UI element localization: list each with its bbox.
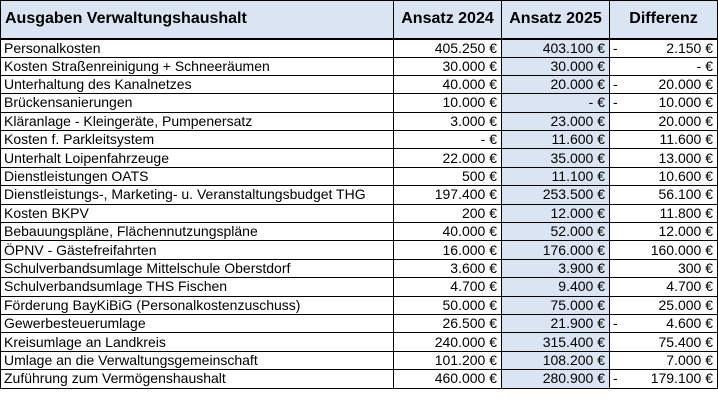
cell-ansatz-2024: 50.000 € xyxy=(394,296,502,314)
row-label: Personalkosten xyxy=(1,39,394,58)
cell-differenz xyxy=(610,314,718,332)
header-ansatz-2025: Ansatz 2025 xyxy=(502,1,610,39)
cell-differenz xyxy=(610,112,718,130)
differenz-sign: - xyxy=(613,370,618,387)
table-row xyxy=(1,186,718,204)
row-label: Dienstleistungs-, Marketing- u. Veranstaltungsbudget THG xyxy=(1,186,394,204)
table-row xyxy=(1,278,718,296)
cell-ansatz-2024: 3.000 € xyxy=(394,112,502,130)
cell-differenz xyxy=(610,94,718,112)
row-label: Kosten BKPV xyxy=(1,204,394,222)
differenz-content xyxy=(613,297,713,314)
cell-ansatz-2024: 405.250 € xyxy=(394,39,502,58)
differenz-content xyxy=(613,334,713,351)
table-row xyxy=(1,112,718,130)
cell-differenz xyxy=(610,167,718,185)
row-label: ÖPNV - Gästefreifahrten xyxy=(1,241,394,259)
cell-ansatz-2024: 200 € xyxy=(394,204,502,222)
differenz-content xyxy=(613,58,713,75)
table-row xyxy=(1,39,718,58)
cell-ansatz-2025: 21.900 € xyxy=(502,314,610,332)
cell-ansatz-2025: 108.200 € xyxy=(502,351,610,369)
differenz-value: 4.600 € xyxy=(666,315,713,332)
table-row xyxy=(1,223,718,241)
cell-differenz xyxy=(610,259,718,277)
row-label: Kosten f. Parkleitsystem xyxy=(1,131,394,149)
row-label: Schulverbandsumlage Mittelschule Oberstdorf xyxy=(1,259,394,277)
cell-ansatz-2025: 176.000 € xyxy=(502,241,610,259)
cell-ansatz-2025: 11.600 € xyxy=(502,131,610,149)
cell-ansatz-2025: 280.900 € xyxy=(502,370,610,388)
differenz-content xyxy=(613,113,713,130)
cell-ansatz-2025: 12.000 € xyxy=(502,204,610,222)
cell-ansatz-2025: 20.000 € xyxy=(502,75,610,93)
differenz-content xyxy=(613,131,713,148)
cell-ansatz-2024: 240.000 € xyxy=(394,333,502,351)
header-label-column: Ausgaben Verwaltungshaushalt xyxy=(1,1,394,39)
differenz-content xyxy=(613,150,713,167)
table-row xyxy=(1,259,718,277)
cell-ansatz-2025: 23.000 € xyxy=(502,112,610,130)
row-label: Brückensanierungen xyxy=(1,94,394,112)
differenz-content xyxy=(613,242,713,259)
cell-differenz xyxy=(610,278,718,296)
cell-ansatz-2025: 11.100 € xyxy=(502,167,610,185)
differenz-content xyxy=(613,205,713,222)
differenz-value: - € xyxy=(696,57,713,74)
table-row xyxy=(1,351,718,369)
row-label: Zuführung zum Vermögenshaushalt xyxy=(1,370,394,388)
table-row xyxy=(1,149,718,167)
differenz-value: 179.100 € xyxy=(650,370,713,387)
cell-differenz xyxy=(610,204,718,222)
cell-ansatz-2025: 75.000 € xyxy=(502,296,610,314)
table-row xyxy=(1,296,718,314)
table-row xyxy=(1,57,718,75)
cell-ansatz-2025: 52.000 € xyxy=(502,223,610,241)
table-header xyxy=(1,1,718,39)
table-row xyxy=(1,241,718,259)
differenz-value: 13.000 € xyxy=(658,149,713,166)
differenz-value: 20.000 € xyxy=(658,112,713,129)
cell-ansatz-2024: 30.000 € xyxy=(394,57,502,75)
cell-differenz xyxy=(610,223,718,241)
differenz-content xyxy=(613,315,713,332)
row-label: Unterhaltung des Kanalnetzes xyxy=(1,75,394,93)
cell-ansatz-2024: 101.200 € xyxy=(394,351,502,369)
cell-differenz xyxy=(610,75,718,93)
differenz-value: 160.000 € xyxy=(650,241,713,258)
row-label: Schulverbandsumlage THS Fischen xyxy=(1,278,394,296)
differenz-value: 2.150 € xyxy=(666,39,713,56)
table-row xyxy=(1,204,718,222)
cell-ansatz-2025: - € xyxy=(502,94,610,112)
cell-ansatz-2025: 9.400 € xyxy=(502,278,610,296)
differenz-value: 75.400 € xyxy=(658,333,713,350)
differenz-content xyxy=(613,260,713,277)
cell-differenz xyxy=(610,333,718,351)
header-differenz: Differenz xyxy=(610,1,718,39)
cell-ansatz-2024: 40.000 € xyxy=(394,75,502,93)
cell-ansatz-2024: 500 € xyxy=(394,167,502,185)
differenz-value: 7.000 € xyxy=(666,351,713,368)
table-row xyxy=(1,333,718,351)
differenz-value: 11.600 € xyxy=(659,131,713,148)
differenz-value: 4.700 € xyxy=(666,278,713,295)
differenz-sign: - xyxy=(613,315,618,332)
header-ansatz-2024: Ansatz 2024 xyxy=(394,1,502,39)
differenz-sign: - xyxy=(613,76,618,93)
cell-ansatz-2024: 22.000 € xyxy=(394,149,502,167)
cell-differenz xyxy=(610,370,718,388)
cell-ansatz-2024: 3.600 € xyxy=(394,259,502,277)
cell-ansatz-2025: 3.900 € xyxy=(502,259,610,277)
cell-differenz xyxy=(610,39,718,58)
differenz-sign: - xyxy=(613,39,618,56)
cell-ansatz-2024: 4.700 € xyxy=(394,278,502,296)
differenz-content xyxy=(613,352,713,369)
differenz-value: 56.100 € xyxy=(658,186,713,203)
cell-ansatz-2025: 30.000 € xyxy=(502,57,610,75)
differenz-content xyxy=(613,278,713,295)
row-label: Kläranlage - Kleingeräte, Pumpenersatz xyxy=(1,112,394,130)
cell-differenz xyxy=(610,186,718,204)
differenz-sign: - xyxy=(613,94,618,111)
cell-ansatz-2025: 253.500 € xyxy=(502,186,610,204)
differenz-value: 300 € xyxy=(677,259,713,276)
cell-ansatz-2024: 197.400 € xyxy=(394,186,502,204)
differenz-value: 25.000 € xyxy=(658,296,713,313)
differenz-value: 11.800 € xyxy=(659,204,713,221)
cell-ansatz-2024: - € xyxy=(394,131,502,149)
differenz-content xyxy=(613,40,713,57)
row-label: Umlage an die Verwaltungsgemeinschaft xyxy=(1,351,394,369)
differenz-content xyxy=(613,223,713,240)
cell-differenz xyxy=(610,57,718,75)
cell-differenz xyxy=(610,296,718,314)
row-label: Dienstleistungen OATS xyxy=(1,167,394,185)
cell-ansatz-2025: 403.100 € xyxy=(502,39,610,58)
cell-ansatz-2024: 10.000 € xyxy=(394,94,502,112)
differenz-value: 10.600 € xyxy=(658,168,713,185)
cell-differenz xyxy=(610,241,718,259)
cell-ansatz-2025: 315.400 € xyxy=(502,333,610,351)
differenz-content xyxy=(613,94,713,111)
row-label: Kreisumlage an Landkreis xyxy=(1,333,394,351)
row-label: Kosten Straßenreinigung + Schneeräumen xyxy=(1,57,394,75)
table-row xyxy=(1,370,718,388)
cell-ansatz-2024: 40.000 € xyxy=(394,223,502,241)
differenz-content xyxy=(613,168,713,185)
cell-differenz xyxy=(610,149,718,167)
row-label: Förderung BayKiBiG (Personalkostenzuschuss) xyxy=(1,296,394,314)
row-label: Bebauungspläne, Flächennutzungspläne xyxy=(1,223,394,241)
table-row xyxy=(1,75,718,93)
cell-differenz xyxy=(610,131,718,149)
differenz-value: 20.000 € xyxy=(658,76,713,93)
table-body xyxy=(1,39,718,389)
table-row xyxy=(1,131,718,149)
table-row xyxy=(1,314,718,332)
cell-differenz xyxy=(610,351,718,369)
row-label: Gewerbesteuerumlage xyxy=(1,314,394,332)
cell-ansatz-2024: 26.500 € xyxy=(394,314,502,332)
table-row xyxy=(1,94,718,112)
cell-ansatz-2024: 16.000 € xyxy=(394,241,502,259)
differenz-value: 12.000 € xyxy=(658,223,713,240)
cell-ansatz-2025: 35.000 € xyxy=(502,149,610,167)
cell-ansatz-2024: 460.000 € xyxy=(394,370,502,388)
differenz-content xyxy=(613,370,713,387)
differenz-content xyxy=(613,186,713,203)
differenz-value: 10.000 € xyxy=(658,94,713,111)
row-label: Unterhalt Loipenfahrzeuge xyxy=(1,149,394,167)
differenz-content xyxy=(613,76,713,93)
table-row xyxy=(1,167,718,185)
header-row xyxy=(1,1,718,39)
